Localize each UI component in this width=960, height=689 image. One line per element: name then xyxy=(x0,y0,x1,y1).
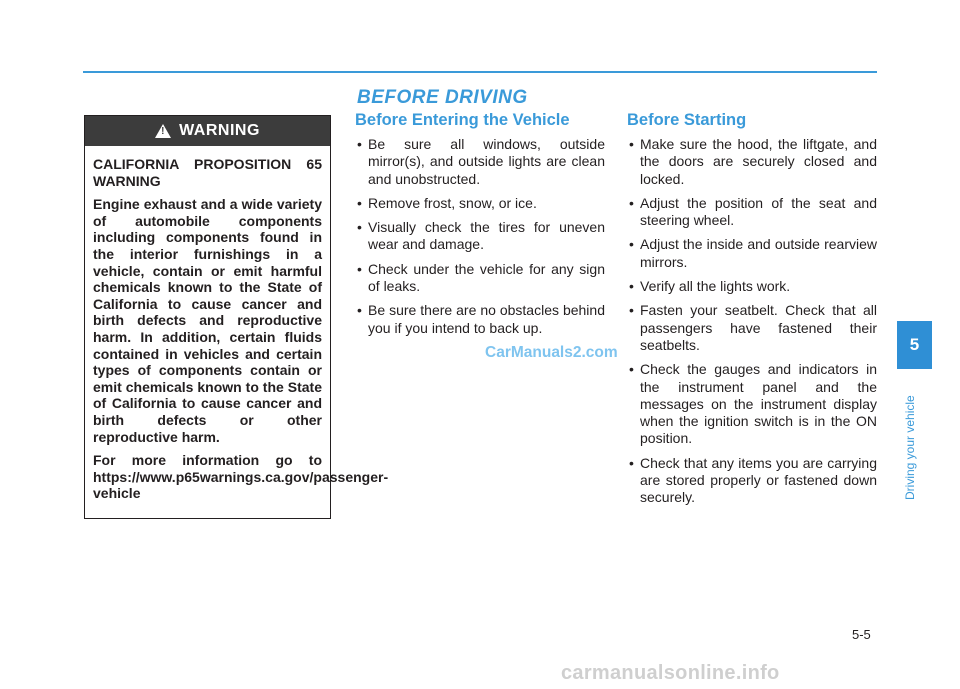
chapter-number: 5 xyxy=(909,335,920,354)
list-item: • Be sure there are no obstacles behind you if you intend to back up. xyxy=(355,302,605,337)
list-item: • Verify all the lights work. xyxy=(627,278,877,295)
footer-site: carmanualsonline.info xyxy=(561,662,780,684)
chapter-title: Driving your vehicle xyxy=(903,395,917,500)
top-rule xyxy=(83,71,877,73)
list-item: • Adjust the position of the seat and steering wheel. xyxy=(627,195,877,230)
before-starting-heading: Before Starting xyxy=(627,111,747,129)
list-item: • Make sure the hood, the liftgate, and the doors are securely closed and locked. xyxy=(627,136,877,188)
list-item: • Adjust the inside and outside rearview mirrors. xyxy=(627,236,877,271)
warning-paragraph: Engine exhaust and a wide variety of automobile components including components found in the interior furnishings in a vehicle, contain or emit harmful chemicals known to the State of California to cause cancer and birth defects and reproductive harm. In addition, certain fluids contained in vehicles and certain types of components contain or emit chemicals known to the State of California to cause cancer and birth defects or other reproductive harm. xyxy=(93,196,322,445)
list-item: • Check that any items you are carrying are stored properly or fastened down securely. xyxy=(627,455,877,507)
warning-paragraph: CALIFORNIA PROPOSITION 65 WARNING xyxy=(93,156,322,189)
before-starting-list xyxy=(627,136,877,507)
list-item: • Check the gauges and indicators in the instrument panel and the messages on the instrument display when the ignition switch is in the ON position. xyxy=(627,361,877,447)
warning-header xyxy=(85,116,330,146)
warning-header-label: WARNING xyxy=(179,122,260,139)
watermark: CarManuals2.com xyxy=(485,344,618,361)
list-item: • Visually check the tires for uneven wear and damage. xyxy=(355,219,605,254)
list-item: • Fasten your seatbelt. Check that all passengers have fastened their seatbelts. xyxy=(627,302,877,354)
list-item: • Remove frost, snow, or ice. xyxy=(355,195,605,212)
before-starting-column xyxy=(627,111,877,514)
page-number: 5-5 xyxy=(852,627,871,642)
warning-box xyxy=(84,115,389,519)
chapter-tab xyxy=(897,321,932,369)
before-entering-column xyxy=(355,111,605,344)
warning-body xyxy=(85,146,389,502)
warning-triangle-icon xyxy=(155,124,171,138)
warning-paragraph: For more information go to https://www.p65warnings.ca.gov/passenger-vehicle xyxy=(93,452,389,502)
before-entering-heading: Before Entering the Vehicle xyxy=(355,111,570,129)
section-title: BEFORE DRIVING xyxy=(357,87,528,108)
before-entering-list xyxy=(355,136,605,337)
list-item: • Be sure all windows, outside mirror(s), and outside lights are clean and unobstructed. xyxy=(355,136,605,188)
list-item: • Check under the vehicle for any sign of leaks. xyxy=(355,261,605,296)
